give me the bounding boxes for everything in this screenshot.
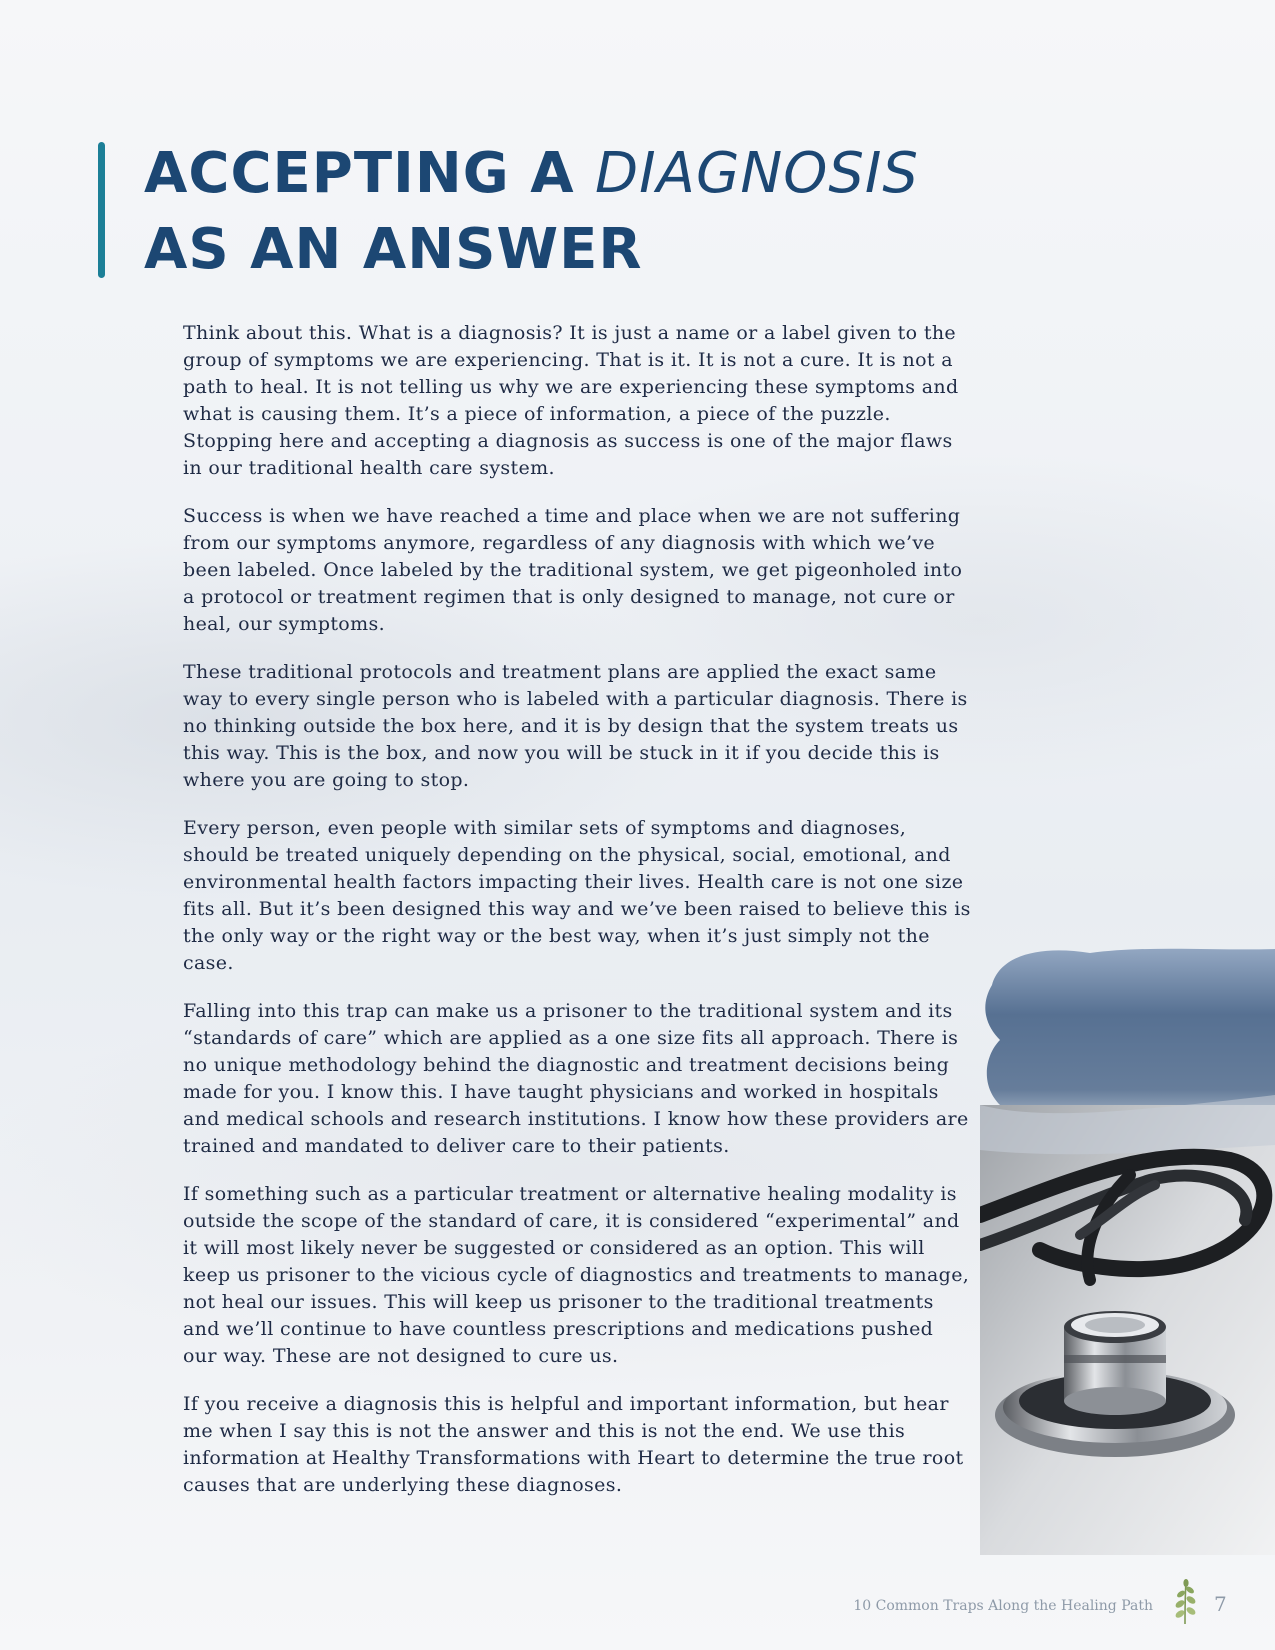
- heading-accent-bar: [98, 142, 105, 278]
- paragraph: Every person, even people with similar sets of symptoms and diagnoses, should be treated uniquely depending on the physical, social, emotional, and environmental health factors impacting their lives. Health care is not one size fits all. But it’s been designed this way and we’ve been raised to believe this is the only way or the right way or the best way, when it’s just simply not the case.: [183, 817, 971, 974]
- page-title: [144, 136, 919, 288]
- paragraph: Think about this. What is a diagnosis? It is just a name or a label given to the group of symptoms we are experiencing. That is it. It is not a cure. It is not a path to heal. It is not telling us why we are experiencing these symptoms and what is causing them. It’s a piece of information, a piece of the puzzle. Stopping here and accepting a diagnosis as success is one of the major flaws in our traditional health care system.: [183, 322, 959, 479]
- paragraph: Falling into this trap can make us a prisoner to the traditional system and its “standards of care” which are applied as a one size fits all approach. There is no unique methodology behind the diagnostic and treatment decisions being made for you. I know this. I have taught physicians and worked in hospitals and medical schools and research institutions. I know how these providers are trained and mandated to deliver care to their patients.: [183, 1000, 969, 1157]
- paragraph: Success is when we have reached a time and place when we are not suffering from our symptoms anymore, regardless of any diagnosis with which we’ve been labeled. Once labeled by the traditional system, we get pigeonholed into a protocol or treatment regimen that is only designed to manage, not cure or heal, our symptoms.: [183, 505, 963, 635]
- paragraph: These traditional protocols and treatment plans are applied the exact same way to every single person who is labeled with a particular diagnosis. There is no thinking outside the box here, and it is by design that the system treats us this way. This is the box, and now you will be stuck in it if you decide this is where you are going to stop.: [183, 661, 968, 791]
- title-italic-part: DIAGNOSIS: [595, 141, 919, 206]
- title-second-line: AS AN ANSWER: [144, 217, 643, 282]
- stethoscope-image: [980, 945, 1275, 1555]
- footer-book-title: 10 Common Traps Along the Healing Path: [853, 1598, 1153, 1614]
- paragraph: If something such as a particular treatment or alternative healing modality is outside the scope of the standard of care, it is considered “experimental” and it will most likely never be suggested or considered as an option. This will keep us prisoner to the vicious cycle of diagnostics and treatments to manage, not heal our issues. This will keep us prisoner to the traditional treatments and we’ll continue to have countless prescriptions and medications pushed our way. These are not designed to cure us.: [183, 1183, 970, 1367]
- article-body: [183, 320, 973, 1520]
- leaf-sprig-icon: [1170, 1578, 1200, 1626]
- paragraph: If you receive a diagnosis this is helpful and important information, but hear me when I say this is not the answer and this is not the end. We use this information at Healthy Transformations with Heart to determine the true root causes that are underlying these diagnoses.: [183, 1393, 964, 1496]
- title-bold-part: ACCEPTING A: [144, 141, 596, 206]
- page-number: 7: [1214, 1592, 1227, 1616]
